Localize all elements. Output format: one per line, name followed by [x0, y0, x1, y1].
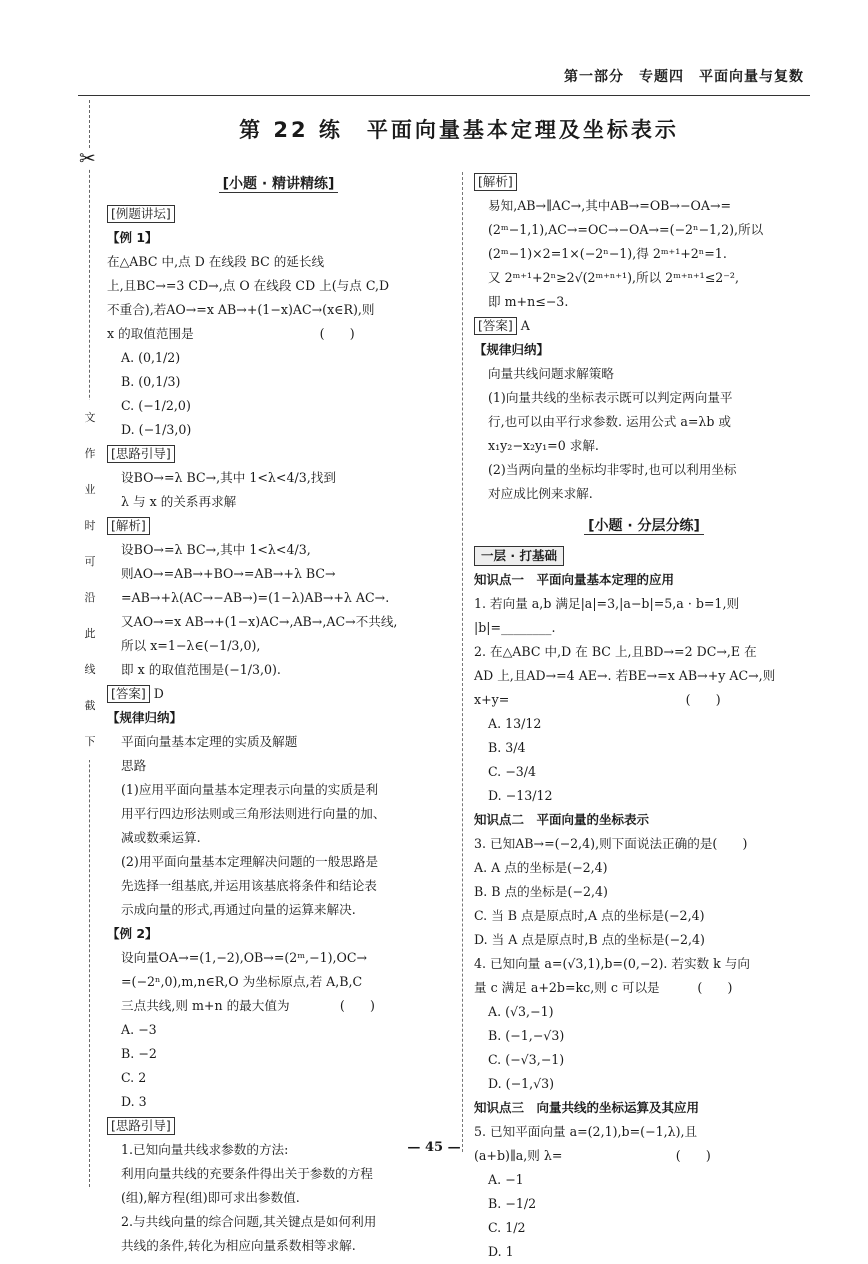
- section-heading: [小题 · 分层分练]: [474, 514, 814, 538]
- text-line: x+y= ( ): [474, 692, 721, 707]
- answer-tag: [答案]: [474, 317, 517, 335]
- text-line: A. 13/12: [488, 716, 542, 731]
- text-line: 即 m+n≤−3.: [488, 294, 569, 309]
- rule-tag: 【规律归纳】: [107, 710, 183, 725]
- text-line: 又 2ᵐ⁺¹+2ⁿ≥2√(2ᵐ⁺ⁿ⁺¹),所以 2ᵐ⁺ⁿ⁺¹≤2⁻²,: [488, 270, 739, 285]
- text-line: 又AO→=x AB→+(1−x)AC→,AB→,AC→不共线,: [121, 614, 398, 629]
- text-line: (2ᵐ−1,1),AC→=OC→−OA→=(−2ⁿ−1,2),所以: [488, 222, 764, 237]
- text-line: C. 当 B 点是原点时,A 点的坐标是(−2,4): [474, 908, 705, 923]
- left-column: [107, 170, 450, 1258]
- text-line: 三点共线,则 m+n 的最大值为 ( ): [121, 998, 375, 1013]
- text-line: (2)当两向量的坐标均非零时,也可以利用坐标: [488, 462, 737, 477]
- breadcrumb: 第一部分 专题四 平面向量与复数: [564, 69, 804, 85]
- example-1-solution: [107, 538, 450, 682]
- hint-tag: [思路引导]: [107, 445, 175, 463]
- question-2: [474, 640, 814, 712]
- text-line: C. 1/2: [488, 1220, 526, 1235]
- rule-tag: 【规律归纳】: [474, 342, 550, 357]
- text-line: (1)向量共线的坐标表示既可以判定两向量平: [488, 390, 733, 405]
- text-line: 对应成比例来求解.: [488, 486, 593, 501]
- text-line: B. −2: [121, 1046, 157, 1061]
- text-line: 设向量OA→=(1,−2),OB→=(2ᵐ,−1),OC→: [121, 950, 368, 965]
- example-tag: 【例 2】: [107, 926, 158, 941]
- lecture-tag: [例题讲坛]: [107, 205, 175, 223]
- rule-1-text: [107, 730, 450, 922]
- example-2-hint: [107, 1138, 450, 1258]
- text-line: 1.已知向量共线求参数的方法:: [121, 1142, 289, 1157]
- text-line: (2)用平面向量基本定理解决问题的一般思路是: [121, 854, 379, 869]
- text-line: D. (−1/3,0): [121, 422, 192, 437]
- answer-tag: [答案]: [107, 685, 150, 703]
- cut-instruction-char: 时: [84, 508, 96, 544]
- text-line: 思路: [121, 758, 147, 773]
- text-line: D. 3: [121, 1094, 147, 1109]
- text-line: D. (−1,√3): [488, 1076, 555, 1091]
- text-line: (2ᵐ−1)×2=1×(−2ⁿ−1),得 2ᵐ⁺¹+2ⁿ=1.: [488, 246, 727, 261]
- example-2-options: [107, 1018, 450, 1114]
- example-1-options: [107, 346, 450, 442]
- text-line: C. (−√3,−1): [488, 1052, 565, 1067]
- text-line: 不重合),若AO→=x AB→+(1−x)AC→(x∈R),则: [107, 302, 375, 317]
- text-line: 易知,AB→∥AC→,其中AB→=OB→−OA→=: [488, 198, 732, 213]
- solution-tag: [解析]: [474, 173, 517, 191]
- rule-summary-2: [474, 338, 814, 506]
- text-line: 即 x 的取值范围是(−1/3,0).: [121, 662, 281, 677]
- text-line: 平面向量基本定理的实质及解题: [121, 734, 298, 749]
- rule-2-text: [474, 362, 814, 506]
- question-2-options: [474, 712, 814, 808]
- cut-instruction: [84, 400, 96, 760]
- text-line: 上,且BC→=3 CD→,点 O 在线段 CD 上(与点 C,D: [107, 278, 390, 293]
- hint-tag: [思路引导]: [107, 1117, 175, 1135]
- text-line: λ 与 x 的关系再求解: [121, 494, 237, 509]
- text-line: 1. 若向量 a,b 满足|a|=3,|a−b|=5,a · b=1,则: [474, 596, 740, 611]
- solution-tag: [解析]: [107, 517, 150, 535]
- text-line: 减或数乘运算.: [121, 830, 201, 845]
- knowledge-point-1: 知识点一 平面向量基本定理的应用: [474, 572, 675, 587]
- example-tag: 【例 1】: [107, 230, 158, 245]
- text-line: 在△ABC 中,点 D 在线段 BC 的延长线: [107, 254, 325, 269]
- cut-instruction-char: 线: [84, 652, 96, 688]
- example-1-text: [107, 250, 450, 346]
- text-line: C. (−1/2,0): [121, 398, 191, 413]
- text-line: 设BO→=λ BC→,其中 1<λ<4/3,: [121, 542, 311, 557]
- cut-instruction-char: 此: [84, 616, 96, 652]
- text-line: 先选择一组基底,并运用该基底将条件和结论表: [121, 878, 377, 893]
- page-number: — 45 —: [407, 1140, 461, 1155]
- text-line: B. 3/4: [488, 740, 526, 755]
- text-line: =AB→+λ(AC→−AB→)=(1−λ)AB→+λ AC→.: [121, 590, 390, 605]
- text-line: A. −1: [488, 1172, 524, 1187]
- text-line: (组),解方程(组)即可求出参数值.: [121, 1190, 300, 1205]
- question-4-options: [474, 1000, 814, 1096]
- column-divider: [462, 172, 463, 1152]
- text-line: B. B 点的坐标是(−2,4): [474, 884, 608, 899]
- knowledge-point-2: 知识点二 平面向量的坐标表示: [474, 812, 650, 827]
- text-line: =(−2ⁿ,0),m,n∈R,O 为坐标原点,若 A,B,C: [121, 974, 363, 989]
- text-line: 利用向量共线的充要条件得出关于参数的方程: [121, 1166, 373, 1181]
- text-line: |b|=________.: [474, 620, 556, 635]
- cut-instruction-char: 作: [84, 436, 96, 472]
- cut-instruction-char: 截: [84, 688, 96, 724]
- example-2: [107, 922, 450, 1258]
- knowledge-point-3: 知识点三 向量共线的坐标运算及其应用: [474, 1100, 700, 1115]
- text-line: 共线的条件,转化为相应向量系数相等求解.: [121, 1238, 356, 1253]
- text-line: A. (√3,−1): [488, 1004, 554, 1019]
- cut-instruction-char: 业: [84, 472, 96, 508]
- text-line: 行,也可以由平行求参数. 运用公式 a=λb 或: [488, 414, 732, 429]
- text-line: 则AO→=AB→+BO→=AB→+λ BC→: [121, 566, 336, 581]
- text-line: A. (0,1/2): [121, 350, 181, 365]
- text-line: 示成向量的形式,再通过向量的运算来解决.: [121, 902, 356, 917]
- text-line: B. (−1,−√3): [488, 1028, 565, 1043]
- text-line: (a+b)∥a,则 λ= ( ): [474, 1148, 711, 1163]
- cut-instruction-char: 下: [84, 724, 96, 760]
- text-line: D. −13/12: [488, 788, 553, 803]
- question-1: [474, 592, 814, 640]
- text-line: 所以 x=1−λ∈(−1/3,0),: [121, 638, 261, 653]
- scissors-icon: ✂: [79, 146, 96, 170]
- text-line: 向量共线问题求解策略: [488, 366, 614, 381]
- text-line: (1)应用平面向量基本定理表示向量的实质是利: [121, 782, 379, 797]
- example-1: [107, 226, 450, 706]
- text-line: B. (0,1/3): [121, 374, 181, 389]
- text-line: 4. 已知向量 a=(√3,1),b=(0,−2). 若实数 k 与向: [474, 956, 750, 971]
- question-5-options: [474, 1168, 814, 1264]
- answer-value: A: [520, 318, 530, 333]
- example-2-solution: [474, 194, 814, 314]
- question-4: [474, 952, 814, 1000]
- text-line: D. 当 A 点是原点时,B 点的坐标是(−2,4): [474, 932, 705, 947]
- text-line: 5. 已知平面向量 a=(2,1),b=(−1,λ),且: [474, 1124, 698, 1139]
- text-line: B. −1/2: [488, 1196, 537, 1211]
- text-line: C. −3/4: [488, 764, 537, 779]
- text-line: 用平行四边形法则或三角形法则进行向量的加、: [121, 806, 386, 821]
- right-column: [474, 170, 814, 1264]
- text-line: x₁y₂−x₂y₁=0 求解.: [488, 438, 599, 453]
- example-2-text: [107, 946, 450, 1018]
- text-line: x 的取值范围是 ( ): [107, 326, 355, 341]
- text-line: A. A 点的坐标是(−2,4): [474, 860, 608, 875]
- layer-heading: 一层 · 打基础: [474, 546, 564, 566]
- rule-summary-1: [107, 706, 450, 922]
- cut-instruction-char: 沿: [84, 580, 96, 616]
- cut-instruction-char: 文: [84, 400, 96, 436]
- example-1-hint: [107, 466, 450, 514]
- cut-instruction-char: 可: [84, 544, 96, 580]
- text-line: 设BO→=λ BC→,其中 1<λ<4/3,找到: [121, 470, 336, 485]
- text-line: A. −3: [121, 1022, 157, 1037]
- text-line: 2.与共线向量的综合问题,其关键点是如何利用: [121, 1214, 377, 1229]
- text-line: 2. 在△ABC 中,D 在 BC 上,且BD→=2 DC→,E 在: [474, 644, 757, 659]
- answer-value: D: [153, 686, 164, 701]
- section-heading: [小题 · 精讲精练]: [107, 172, 450, 196]
- text-line: AD 上,且AD→=4 AE→. 若BE→=x AB→+y AC→,则: [474, 668, 776, 683]
- text-line: 量 c 满足 a+2b=kc,则 c 可以是 ( ): [474, 980, 733, 995]
- question-3: [474, 832, 814, 952]
- text-line: 3. 已知AB→=(−2,4),则下面说法正确的是( ): [474, 836, 748, 851]
- text-line: C. 2: [121, 1070, 147, 1085]
- text-line: D. 1: [488, 1244, 514, 1259]
- page-title: 第 22 练 平面向量基本定理及坐标表示: [239, 118, 679, 142]
- header-rule: [78, 95, 810, 96]
